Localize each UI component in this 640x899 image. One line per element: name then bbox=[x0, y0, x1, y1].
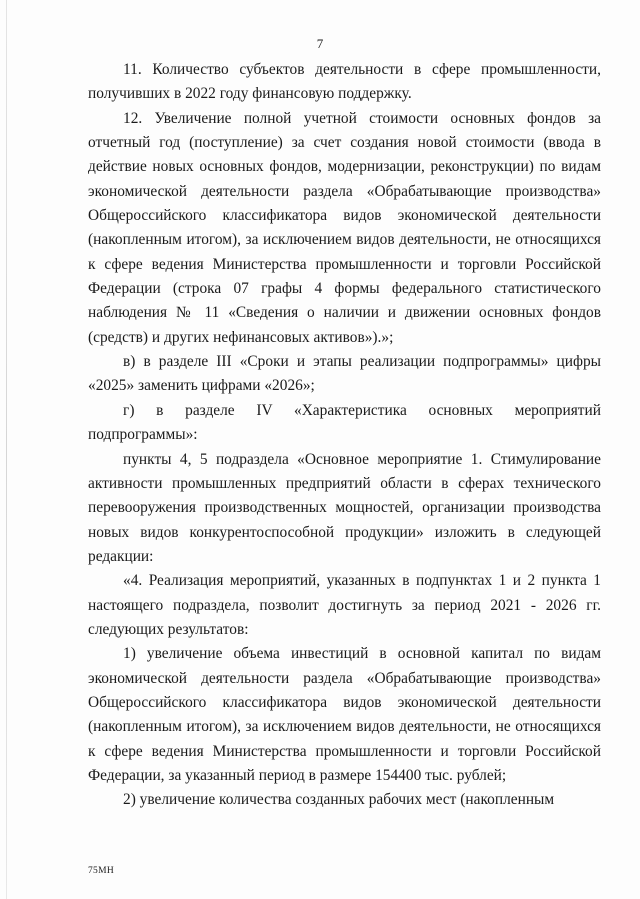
paragraph-subitem-g: г) в разделе IV «Характеристика основных мероприятий подпрограммы»: bbox=[88, 401, 601, 444]
paragraph-point-4: «4. Реализация мероприятий, указанных в подпунктах 1 и 2 пункта 1 настоящего подраздела, позволит достигнуть за период 2021 - 2026 гг. следующих результатов: bbox=[88, 572, 601, 638]
document-body bbox=[88, 58, 601, 813]
page-number: 7 bbox=[316, 36, 324, 51]
paragraph-subitem-v: в) в разделе III «Сроки и этапы реализации подпрограммы» цифры «2025» заменить цифрами «2026»; bbox=[88, 353, 601, 395]
paragraph-points-4-5: пункты 4, 5 подраздела «Основное мероприятие 1. Стимулирование активности промышленных предприятий области в сферах технического перевооружения производственных мощностей, организации производства новых видов конкурентоспособной продукции» изложить в следующей редакции: bbox=[88, 450, 601, 565]
footer-document-code: 75МН bbox=[88, 866, 115, 876]
scan-edge-line bbox=[6, 0, 7, 899]
paragraph-result-2: 2) увеличение количества созданных рабочих мест (накопленным bbox=[123, 791, 555, 809]
paragraph-item-12: 12. Увеличение полной учетной стоимости основных фондов за отчетный год (поступление) за счет создания новой стоимости (ввода в действие новых основных фондов, модернизации, реконструкции) по видам экономической деятельности раздела «Обрабатывающие производства» Общероссийского классификатора видов экономической деятельности (накопленным итогом), за исключением видов деятельности, не относящихся к сфере ведения Министерства промышленности и торговли Российской Федерации (строка 07 графы 4 формы федерального статистического наблюдения № 11 «Сведения о наличии и движении основных фондов (средств) и других нефинансовых активов»).»; bbox=[88, 109, 601, 346]
paragraph-result-1: 1) увеличение объема инвестиций в основной капитал по видам экономической деятельности раздела «Обрабатывающие производства» Общероссийского классификатора видов экономической деятельности (накопленным итогом), за исключением видов деятельности, не относящихся к сфере ведения Министерства промышленности и торговли Российской Федерации, за указанный период в размере 154400 тыс. рублей; bbox=[88, 645, 601, 784]
paragraph-item-11: 11. Количество субъектов деятельности в сфере промышленности, получивших в 2022 году финансовую поддержку. bbox=[88, 61, 601, 103]
